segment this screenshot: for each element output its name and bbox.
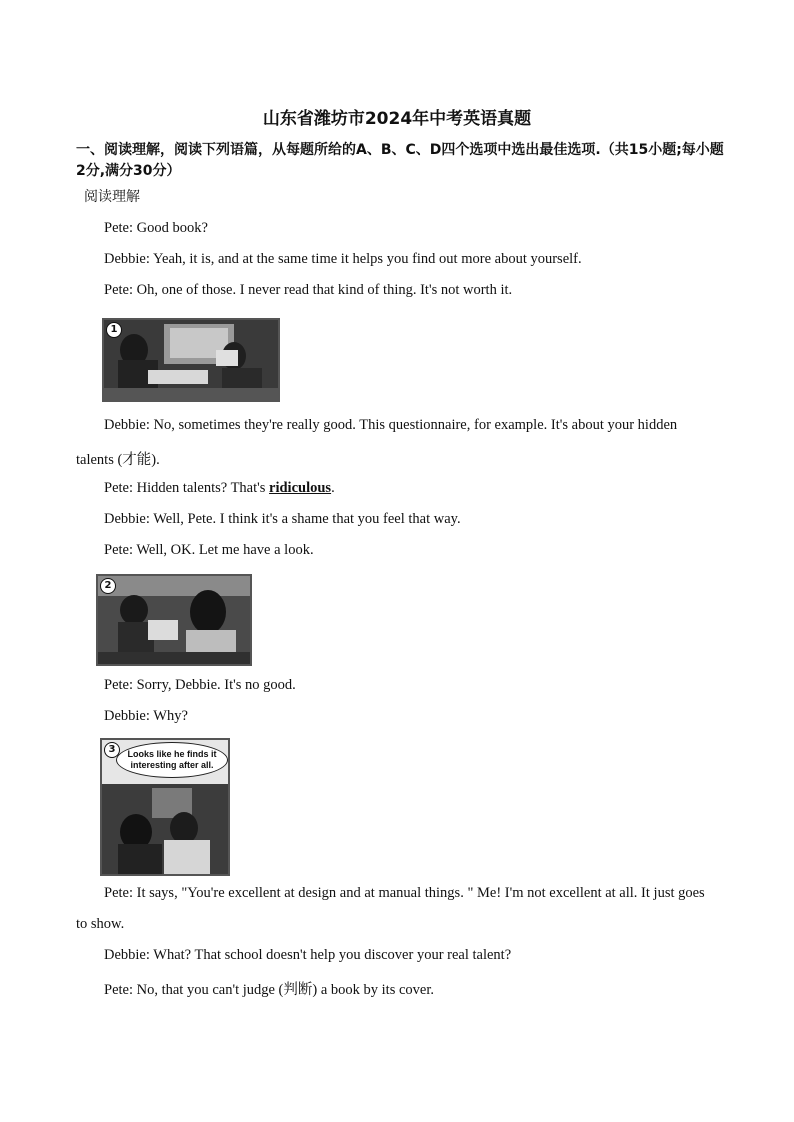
picture-number-badge: 3 — [104, 742, 120, 758]
speech-bubble: Looks like he finds it interesting after all. — [116, 742, 228, 778]
dialogue-text: Pete: Hidden talents? That's — [104, 480, 270, 496]
section-heading: 一、阅读理解，阅读下列语篇，从每题所给的A、B、C、D四个选项中选出最佳选项.（共15小题;每小题2分,满分30分） — [76, 142, 724, 179]
comic-scene-1-illustration — [104, 320, 278, 400]
dialogue-line: Pete: Oh, one of those. I never read that kind of thing. It's not worth it. — [104, 282, 513, 298]
picture-number-badge: 2 — [100, 578, 116, 594]
dialogue-line: Debbie: What? That school doesn't help you discover your real talent? — [104, 947, 512, 963]
dialogue-line: Pete: It says, "You're excellent at design and at manual things. " Me! I'm not excellent at all. It just goes — [104, 885, 705, 901]
picture-number-badge: 1 — [106, 322, 122, 338]
subsection-label: 阅读理解 — [84, 189, 140, 205]
comic-picture-3 — [100, 738, 230, 876]
dialogue-line: Debbie: No, sometimes they're really good. This questionnaire, for example. It's about your hidden — [104, 417, 678, 433]
dialogue-line: Debbie: Why? — [104, 708, 188, 724]
dialogue-line: to show. — [76, 916, 125, 932]
page-title: 山东省潍坊市2024年中考英语真题 — [262, 109, 532, 129]
dialogue-text: . — [331, 480, 335, 496]
dialogue-line: Pete: Well, OK. Let me have a look. — [104, 542, 314, 558]
dialogue-line: Pete: Sorry, Debbie. It's no good. — [104, 677, 296, 693]
comic-picture-2 — [96, 574, 252, 666]
dialogue-line: Pete: No, that you can't judge (判断) a book by its cover. — [104, 982, 435, 998]
dialogue-line — [104, 480, 335, 497]
dialogue-line: Debbie: Yeah, it is, and at the same time it helps you find out more about yourself. — [104, 251, 582, 267]
comic-scene-2-illustration — [98, 576, 250, 664]
dialogue-line: talents (才能). — [76, 452, 160, 468]
comic-picture-1 — [102, 318, 280, 402]
vocabulary-word: ridiculous — [269, 480, 332, 496]
dialogue-line: Pete: Good book? — [104, 220, 208, 236]
dialogue-line: Debbie: Well, Pete. I think it's a shame that you feel that way. — [104, 511, 461, 527]
